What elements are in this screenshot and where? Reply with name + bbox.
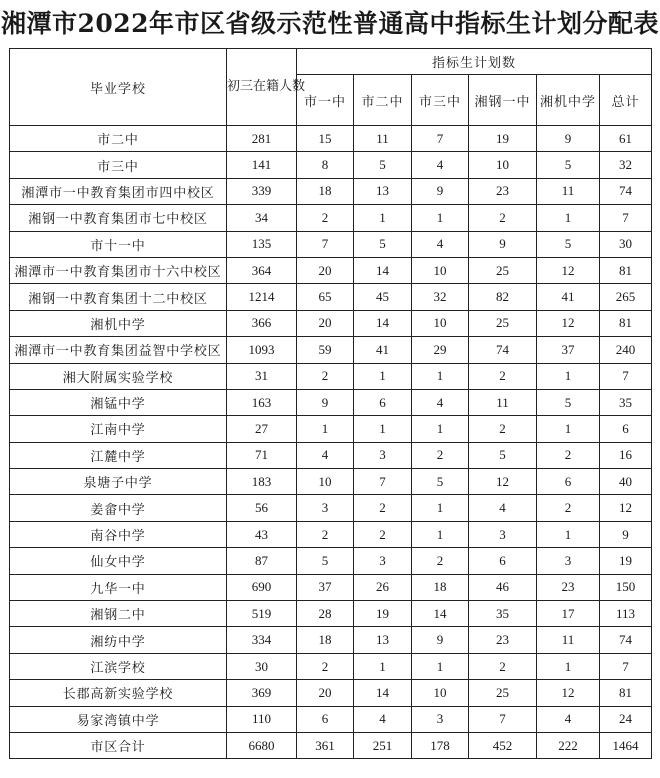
plan-count-cell: 2 xyxy=(537,442,600,468)
school-name-cell: 泉塘子中学 xyxy=(10,469,227,495)
plan-count-cell: 37 xyxy=(297,574,354,600)
plan-count-cell: 1 xyxy=(537,363,600,389)
plan-count-cell: 3 xyxy=(412,706,469,732)
plan-count-cell: 9 xyxy=(412,178,469,204)
enrolled-count-cell: 1093 xyxy=(227,337,297,363)
table-row xyxy=(10,495,652,521)
plan-count-cell: 45 xyxy=(354,284,412,310)
plan-count-cell: 5 xyxy=(412,469,469,495)
plan-count-cell: 81 xyxy=(600,310,652,336)
plan-count-cell: 28 xyxy=(297,601,354,627)
plan-count-cell: 32 xyxy=(600,152,652,178)
plan-column-header: 湘机中学 xyxy=(537,75,600,126)
plan-count-cell: 7 xyxy=(354,469,412,495)
plan-count-cell: 6 xyxy=(600,416,652,442)
school-name-cell: 市二中 xyxy=(10,126,227,152)
plan-count-cell: 32 xyxy=(412,284,469,310)
plan-count-cell: 41 xyxy=(537,284,600,310)
plan-count-cell: 178 xyxy=(412,732,469,758)
school-name-cell: 市三中 xyxy=(10,152,227,178)
school-name-cell: 南谷中学 xyxy=(10,521,227,547)
plan-count-cell: 26 xyxy=(354,574,412,600)
school-name-cell: 湘钢一中教育集团市七中校区 xyxy=(10,205,227,231)
enrolled-column-header: 初三在籍人数 xyxy=(227,49,297,126)
school-name-cell: 市区合计 xyxy=(10,732,227,758)
plan-column-header: 市三中 xyxy=(412,75,469,126)
plan-count-cell: 1 xyxy=(412,416,469,442)
plan-count-cell: 10 xyxy=(412,680,469,706)
plan-count-cell: 2 xyxy=(469,653,537,679)
school-name-cell: 姜畲中学 xyxy=(10,495,227,521)
table-row xyxy=(10,416,652,442)
school-name-cell: 仙女中学 xyxy=(10,548,227,574)
plan-count-cell: 19 xyxy=(354,601,412,627)
plan-count-cell: 5 xyxy=(537,152,600,178)
table-row xyxy=(10,126,652,152)
plan-count-cell: 29 xyxy=(412,337,469,363)
table-row xyxy=(10,257,652,283)
school-name-cell: 湘机中学 xyxy=(10,310,227,336)
table-row xyxy=(10,521,652,547)
enrolled-count-cell: 34 xyxy=(227,205,297,231)
plan-count-cell: 35 xyxy=(469,601,537,627)
plan-count-cell: 265 xyxy=(600,284,652,310)
plan-count-cell: 20 xyxy=(297,257,354,283)
plan-count-cell: 2 xyxy=(469,205,537,231)
plan-count-cell: 4 xyxy=(412,152,469,178)
plan-count-cell: 2 xyxy=(297,205,354,231)
plan-count-cell: 14 xyxy=(354,257,412,283)
plan-count-cell: 3 xyxy=(469,521,537,547)
plan-count-cell: 9 xyxy=(537,126,600,152)
plan-count-cell: 2 xyxy=(469,416,537,442)
plan-count-cell: 30 xyxy=(600,231,652,257)
plan-count-cell: 2 xyxy=(537,495,600,521)
plan-count-cell: 12 xyxy=(469,469,537,495)
enrolled-count-cell: 27 xyxy=(227,416,297,442)
plan-count-cell: 65 xyxy=(297,284,354,310)
plan-count-cell: 1 xyxy=(412,653,469,679)
plan-count-cell: 2 xyxy=(297,363,354,389)
table-row xyxy=(10,653,652,679)
plan-count-cell: 40 xyxy=(600,469,652,495)
plan-count-cell: 5 xyxy=(297,548,354,574)
plan-count-cell: 9 xyxy=(412,627,469,653)
plan-count-cell: 7 xyxy=(297,231,354,257)
plan-count-cell: 25 xyxy=(469,680,537,706)
table-row xyxy=(10,732,652,758)
plan-count-cell: 7 xyxy=(412,126,469,152)
enrolled-count-cell: 163 xyxy=(227,389,297,415)
plan-count-cell: 23 xyxy=(469,178,537,204)
plan-count-cell: 2 xyxy=(297,521,354,547)
plan-column-header: 市一中 xyxy=(297,75,354,126)
table-row xyxy=(10,574,652,600)
plan-count-cell: 5 xyxy=(354,152,412,178)
plan-count-cell: 82 xyxy=(469,284,537,310)
enrolled-count-cell: 135 xyxy=(227,231,297,257)
school-name-cell: 湘钢一中教育集团十二中校区 xyxy=(10,284,227,310)
plan-count-cell: 25 xyxy=(469,257,537,283)
plan-count-cell: 81 xyxy=(600,680,652,706)
plan-count-cell: 2 xyxy=(412,548,469,574)
plan-count-cell: 12 xyxy=(537,680,600,706)
plan-count-cell: 46 xyxy=(469,574,537,600)
enrolled-count-cell: 281 xyxy=(227,126,297,152)
school-name-cell: 湘潭市一中教育集团市四中校区 xyxy=(10,178,227,204)
plan-count-cell: 8 xyxy=(297,152,354,178)
enrolled-count-cell: 369 xyxy=(227,680,297,706)
plan-count-cell: 20 xyxy=(297,310,354,336)
plan-count-cell: 2 xyxy=(297,653,354,679)
plan-count-cell: 20 xyxy=(297,680,354,706)
school-name-cell: 市十一中 xyxy=(10,231,227,257)
table-row xyxy=(10,310,652,336)
plan-count-cell: 1 xyxy=(537,653,600,679)
plan-count-cell: 12 xyxy=(537,310,600,336)
plan-count-cell: 4 xyxy=(412,231,469,257)
plan-count-cell: 37 xyxy=(537,337,600,363)
enrolled-count-cell: 30 xyxy=(227,653,297,679)
enrolled-count-cell: 71 xyxy=(227,442,297,468)
table-row xyxy=(10,337,652,363)
table-row xyxy=(10,469,652,495)
plan-count-cell: 1 xyxy=(412,363,469,389)
plan-count-cell: 9 xyxy=(469,231,537,257)
page-title: 湘潭市2022年市区省级示范性普通高中指标生计划分配表 xyxy=(0,9,660,38)
table-row xyxy=(10,178,652,204)
enrolled-count-cell: 366 xyxy=(227,310,297,336)
table-row xyxy=(10,548,652,574)
enrolled-count-cell: 339 xyxy=(227,178,297,204)
plan-count-cell: 5 xyxy=(354,231,412,257)
school-name-cell: 湘潭市一中教育集团益智中学校区 xyxy=(10,337,227,363)
plan-count-cell: 222 xyxy=(537,732,600,758)
plan-count-cell: 23 xyxy=(537,574,600,600)
school-name-cell: 江麓中学 xyxy=(10,442,227,468)
plan-count-cell: 3 xyxy=(354,548,412,574)
school-name-cell: 江滨学校 xyxy=(10,653,227,679)
plan-count-cell: 4 xyxy=(354,706,412,732)
enrolled-count-cell: 56 xyxy=(227,495,297,521)
plan-count-cell: 61 xyxy=(600,126,652,152)
plan-count-cell: 4 xyxy=(297,442,354,468)
school-name-cell: 湘纺中学 xyxy=(10,627,227,653)
enrolled-count-cell: 519 xyxy=(227,601,297,627)
plan-count-cell: 113 xyxy=(600,601,652,627)
plan-count-cell: 24 xyxy=(600,706,652,732)
plan-count-cell: 1 xyxy=(354,205,412,231)
enrolled-count-cell: 87 xyxy=(227,548,297,574)
plan-count-cell: 150 xyxy=(600,574,652,600)
table-row xyxy=(10,205,652,231)
plan-count-cell: 18 xyxy=(297,627,354,653)
school-column-header: 毕业学校 xyxy=(10,49,227,126)
plan-count-cell: 3 xyxy=(297,495,354,521)
plan-count-cell: 11 xyxy=(537,178,600,204)
plan-count-cell: 6 xyxy=(297,706,354,732)
plan-count-cell: 13 xyxy=(354,627,412,653)
plan-count-cell: 10 xyxy=(412,257,469,283)
plan-count-cell: 23 xyxy=(469,627,537,653)
plan-count-cell: 1 xyxy=(412,495,469,521)
school-name-cell: 长郡高新实验学校 xyxy=(10,680,227,706)
plan-count-cell: 2 xyxy=(354,521,412,547)
table-row xyxy=(10,680,652,706)
plan-count-cell: 74 xyxy=(600,627,652,653)
plan-count-cell: 2 xyxy=(412,442,469,468)
plan-count-cell: 9 xyxy=(297,389,354,415)
plan-count-cell: 25 xyxy=(469,310,537,336)
table-row xyxy=(10,627,652,653)
plan-count-cell: 1 xyxy=(412,205,469,231)
enrolled-count-cell: 31 xyxy=(227,363,297,389)
plan-count-cell: 1 xyxy=(537,521,600,547)
enrolled-count-cell: 690 xyxy=(227,574,297,600)
plan-column-header: 湘钢一中 xyxy=(469,75,537,126)
plan-count-cell: 19 xyxy=(469,126,537,152)
plan-count-cell: 452 xyxy=(469,732,537,758)
plan-count-cell: 12 xyxy=(537,257,600,283)
plan-count-cell: 1 xyxy=(537,205,600,231)
school-name-cell: 湘潭市一中教育集团市十六中校区 xyxy=(10,257,227,283)
plan-count-cell: 5 xyxy=(469,442,537,468)
plan-count-cell: 4 xyxy=(412,389,469,415)
plan-count-cell: 5 xyxy=(537,231,600,257)
plan-count-cell: 6 xyxy=(537,469,600,495)
plan-count-cell: 15 xyxy=(297,126,354,152)
plan-count-cell: 1 xyxy=(354,416,412,442)
enrolled-count-cell: 43 xyxy=(227,521,297,547)
enrolled-count-cell: 141 xyxy=(227,152,297,178)
allocation-table xyxy=(9,48,652,759)
table-row xyxy=(10,706,652,732)
table-row xyxy=(10,152,652,178)
plan-count-cell: 1 xyxy=(412,521,469,547)
plan-count-cell: 4 xyxy=(537,706,600,732)
plan-count-cell: 14 xyxy=(354,680,412,706)
plan-count-cell: 17 xyxy=(537,601,600,627)
table-row xyxy=(10,601,652,627)
plan-count-cell: 19 xyxy=(600,548,652,574)
plan-column-header: 市二中 xyxy=(354,75,412,126)
table-row xyxy=(10,363,652,389)
enrolled-count-cell: 334 xyxy=(227,627,297,653)
plan-count-cell: 35 xyxy=(600,389,652,415)
plan-count-cell: 10 xyxy=(469,152,537,178)
table-row xyxy=(10,442,652,468)
plan-count-cell: 2 xyxy=(469,363,537,389)
table-row xyxy=(10,231,652,257)
plan-count-cell: 6 xyxy=(354,389,412,415)
plan-count-cell: 6 xyxy=(469,548,537,574)
plan-count-cell: 1 xyxy=(297,416,354,442)
plan-count-cell: 11 xyxy=(469,389,537,415)
plan-count-cell: 3 xyxy=(537,548,600,574)
plan-count-cell: 2 xyxy=(354,495,412,521)
plan-count-cell: 1464 xyxy=(600,732,652,758)
plan-count-cell: 11 xyxy=(537,627,600,653)
enrolled-count-cell: 183 xyxy=(227,469,297,495)
plan-count-cell: 361 xyxy=(297,732,354,758)
school-name-cell: 湘钢二中 xyxy=(10,601,227,627)
plan-count-cell: 7 xyxy=(600,205,652,231)
school-name-cell: 九华一中 xyxy=(10,574,227,600)
plan-count-cell: 14 xyxy=(412,601,469,627)
table-row xyxy=(10,284,652,310)
table-row xyxy=(10,389,652,415)
school-name-cell: 易家湾镇中学 xyxy=(10,706,227,732)
plan-count-cell: 5 xyxy=(537,389,600,415)
plan-count-cell: 13 xyxy=(354,178,412,204)
plan-count-cell: 4 xyxy=(469,495,537,521)
plan-count-cell: 240 xyxy=(600,337,652,363)
plan-count-cell: 1 xyxy=(354,363,412,389)
plan-count-cell: 251 xyxy=(354,732,412,758)
plan-count-cell: 7 xyxy=(600,363,652,389)
plan-count-cell: 74 xyxy=(600,178,652,204)
plan-count-cell: 16 xyxy=(600,442,652,468)
plan-count-cell: 3 xyxy=(354,442,412,468)
plan-count-cell: 7 xyxy=(600,653,652,679)
plan-count-cell: 81 xyxy=(600,257,652,283)
enrolled-count-cell: 6680 xyxy=(227,732,297,758)
plan-count-cell: 9 xyxy=(600,521,652,547)
plan-count-cell: 1 xyxy=(537,416,600,442)
plan-count-cell: 14 xyxy=(354,310,412,336)
enrolled-count-cell: 110 xyxy=(227,706,297,732)
school-name-cell: 江南中学 xyxy=(10,416,227,442)
plan-count-cell: 12 xyxy=(600,495,652,521)
school-name-cell: 湘锰中学 xyxy=(10,389,227,415)
plan-count-cell: 11 xyxy=(354,126,412,152)
enrolled-count-cell: 1214 xyxy=(227,284,297,310)
plan-count-cell: 18 xyxy=(297,178,354,204)
plan-count-cell: 41 xyxy=(354,337,412,363)
plan-count-cell: 1 xyxy=(354,653,412,679)
plan-count-cell: 74 xyxy=(469,337,537,363)
plan-count-cell: 10 xyxy=(412,310,469,336)
plan-count-cell: 10 xyxy=(297,469,354,495)
plan-count-cell: 18 xyxy=(412,574,469,600)
school-name-cell: 湘大附属实验学校 xyxy=(10,363,227,389)
plan-count-cell: 59 xyxy=(297,337,354,363)
plan-column-header: 总计 xyxy=(600,75,652,126)
plan-count-cell: 7 xyxy=(469,706,537,732)
enrolled-count-cell: 364 xyxy=(227,257,297,283)
plan-group-header: 指标生计划数 xyxy=(297,49,652,75)
